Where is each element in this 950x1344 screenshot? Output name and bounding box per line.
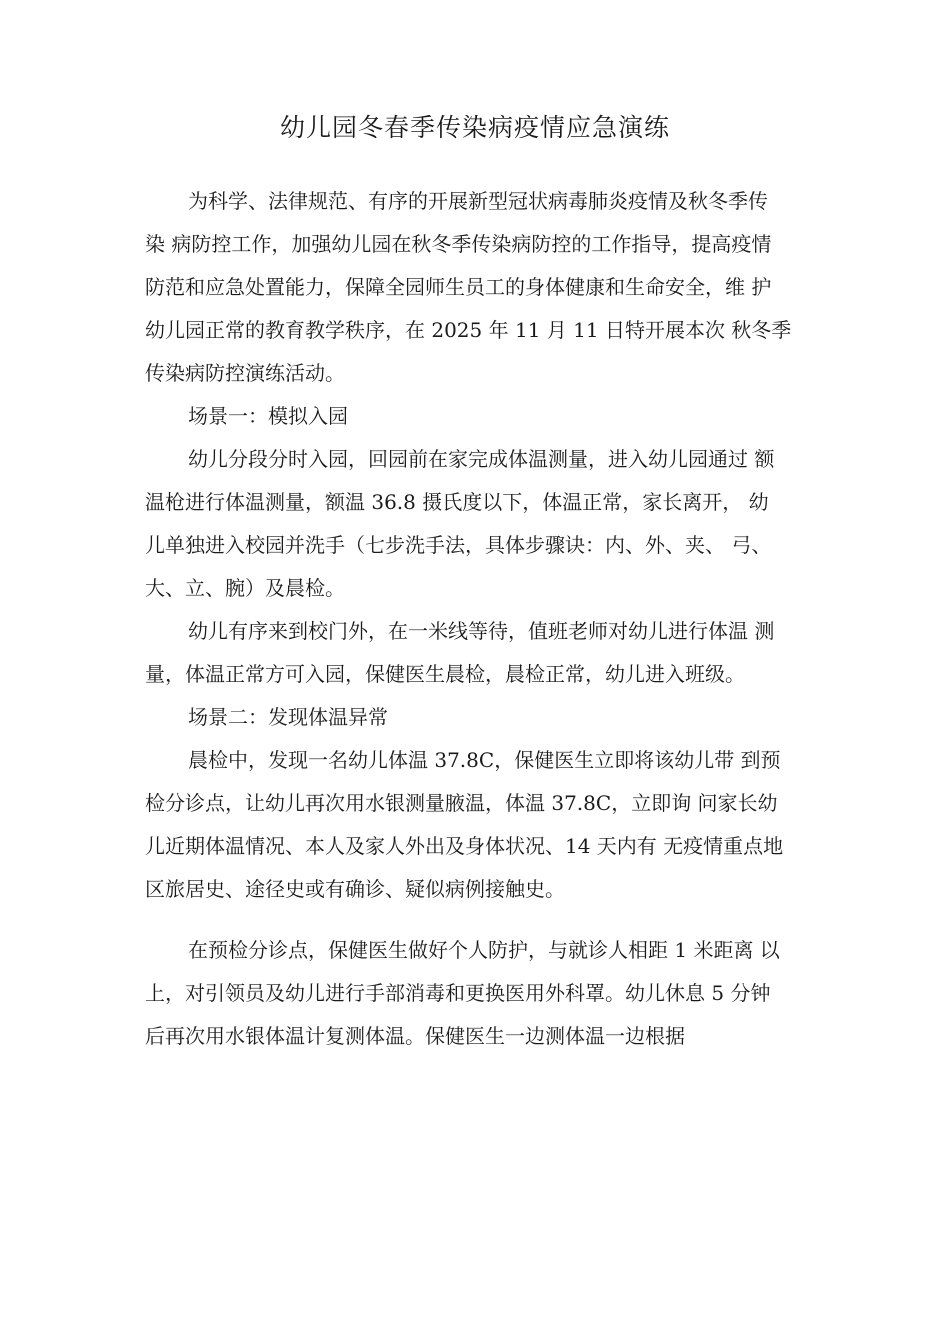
paragraph-scene-1-queue xyxy=(145,610,825,696)
paragraph-line: 儿单独进入校园并洗手（七步洗手法，具体步骤诀：内、外、夹、 弓、 xyxy=(145,533,772,557)
paragraph-line: 大、立、腕）及晨检。 xyxy=(145,576,345,600)
paragraph-scene-2-triage xyxy=(145,929,825,1058)
paragraph-line: 防范和应急处置能力，保障全园师生员工的身体健康和生命安全，维 护 xyxy=(145,275,772,299)
paragraph-line: 儿近期体温情况、本人及家人外出及身体状况、14 天内有 无疫情重点地 xyxy=(145,834,784,858)
paragraph-line: 传染病防控演练活动。 xyxy=(145,361,345,385)
paragraph-line: 检分诊点，让幼儿再次用水银测量腋温，体温 37.8C，立即询 问家长幼 xyxy=(145,791,778,815)
paragraph-line: 温枪进行体温测量，额温 36.8 摄氏度以下，体温正常，家长离开， 幼 xyxy=(145,490,769,514)
paragraph-line: 上，对引领员及幼儿进行手部消毒和更换医用外科罩。幼儿休息 5 分钟 xyxy=(145,981,771,1005)
section-heading-scene-1 xyxy=(145,395,825,438)
paragraph-line: 幼儿分段分时入园，回园前在家完成体温测量，进入幼儿园通过 额 xyxy=(188,447,775,471)
paragraph-line: 量，体温正常方可入园，保健医生晨检，晨检正常，幼儿进入班级。 xyxy=(145,662,745,686)
paragraph-intro xyxy=(145,180,825,395)
paragraph-line: 晨检中，发现一名幼儿体温 37.8C，保健医生立即将该幼儿带 到预 xyxy=(188,748,781,772)
paragraph-line: 幼儿园正常的教育教学秩序，在 2025 年 11 月 11 日特开展本次 秋冬季 xyxy=(145,318,792,342)
paragraph-line: 染 病防控工作，加强幼儿园在秋冬季传染病防控的工作指导，提高疫情 xyxy=(145,232,772,256)
paragraph-line: 后再次用水银体温计复测体温。保健医生一边测体温一边根据 xyxy=(145,1024,685,1048)
paragraph-scene-1-entry xyxy=(145,438,825,610)
paragraph-gap xyxy=(145,911,825,929)
section-heading-scene-2 xyxy=(145,696,825,739)
paragraph-line: 区旅居史、途径史或有确诊、疑似病例接触史。 xyxy=(145,877,565,901)
paragraph-line: 为科学、法律规范、有序的开展新型冠状病毒肺炎疫情及秋冬季传 xyxy=(188,189,768,213)
document-title: 幼儿园冬春季传染病疫情应急演练 xyxy=(279,113,670,142)
section-heading: 场景二：发现体温异常 xyxy=(188,705,388,729)
section-heading: 场景一：模拟入园 xyxy=(188,404,348,428)
paragraph-line: 在预检分诊点，保健医生做好个人防护，与就诊人相距 1 米距离 以 xyxy=(188,938,780,962)
document-body xyxy=(145,180,825,1058)
paragraph-line: 幼儿有序来到校门外，在一米线等待，值班老师对幼儿进行体温 测 xyxy=(188,619,775,643)
paragraph-scene-2-detection xyxy=(145,739,825,911)
